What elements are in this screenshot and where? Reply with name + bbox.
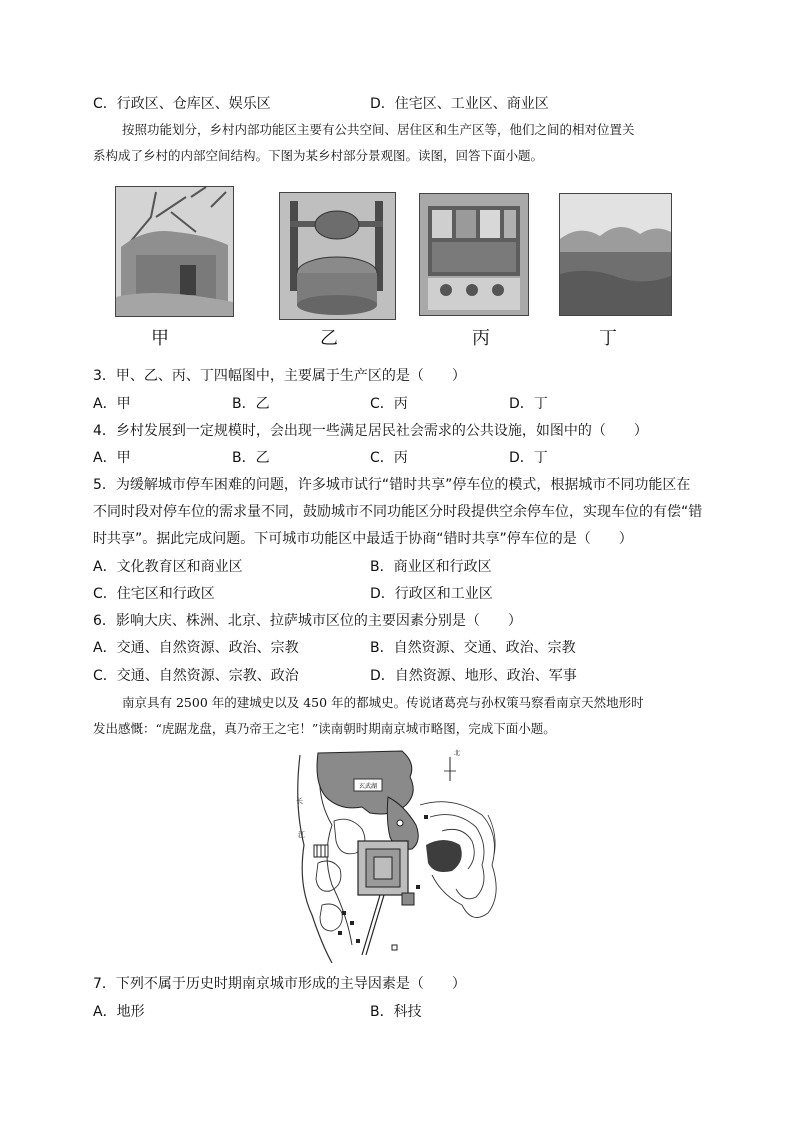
option-6d: D．自然资源、地形、政治、军事 [370,668,577,684]
option-2d: D．住宅区、工业区、商业区 [370,96,549,112]
photo-jia [115,186,234,317]
option-5c: C．住宅区和行政区 [93,586,215,602]
river-label-1: 长 [296,797,303,805]
option-5d: D．行政区和工业区 [370,586,493,602]
passage2-line1: 南京具有 2500 年的建城史以及 450 年的都城史。传说诸葛亮与孙权策马察看南京天然地形时 [122,695,644,710]
photo-caption-jia: 甲 [151,328,169,349]
passage2-line2: 发出感慨：“虎踞龙盘，真乃帝王之宅！”读南朝时期南京城市略图，完成下面小题。 [93,721,556,736]
question-6-stem: 6．影响大庆、株洲、北京、拉萨城市区位的主要因素分别是（ ） [93,613,522,629]
option-3b: B．乙 [232,396,270,412]
photo-yi [279,192,396,320]
option-6b: B．自然资源、交通、政治、宗教 [370,640,576,656]
photo-caption-bing: 丙 [472,328,490,349]
option-2c: C．行政区、仓库区、娱乐区 [93,96,271,112]
question-3-stem: 3．甲、乙、丙、丁四幅图中，主要属于生产区的是（ ） [93,368,466,384]
option-4a: A．甲 [93,450,131,466]
option-5b: B．商业区和行政区 [370,559,492,575]
nanjing-map [292,745,504,963]
lake-label: 玄武湖 [358,783,378,790]
option-3a: A．甲 [93,396,131,412]
north-label: 北 [454,750,461,757]
option-3d: D．丁 [509,396,548,412]
option-7a: A．地形 [93,1004,145,1020]
question-5-line3: 时共享”。据此完成问题。下可城市功能区中最适于协商“错时共享”停车位的是（ ） [93,531,633,547]
river-label-2: 江 [298,831,305,839]
photo-bing [419,193,529,316]
option-3c: C．丙 [370,396,408,412]
option-6a: A．交通、自然资源、政治、宗教 [93,640,299,656]
question-5-line1: 5．为缓解城市停车困难的问题，许多城市试行“错时共享”停车位的模式，根据城市不同功能区在 [93,477,691,493]
passage1-line2: 系构成了乡村的内部空间结构。下图为某乡村部分景观图。读图，回答下面小题。 [93,148,544,163]
passage1-line1: 按照功能划分，乡村内部功能区主要有公共空间、居住区和生产区等，他们之间的相对位置关 [122,122,635,137]
option-7b: B．科技 [370,1004,422,1020]
option-5a: A．文化教育区和商业区 [93,559,243,575]
photo-caption-ding: 丁 [599,328,617,349]
option-6c: C．交通、自然资源、宗教、政治 [93,668,299,684]
question-5-line2: 不同时段对停车位的需求量不同，鼓励城市不同功能区分时段提供空余停车位，实现车位的有偿“错 [93,504,703,520]
question-7-stem: 7．下列不属于历史时期南京城市形成的主导因素是（ ） [93,976,466,992]
option-4d: D．丁 [509,450,548,466]
photo-caption-yi: 乙 [320,328,338,349]
question-4-stem: 4．乡村发展到一定规模时，会出现一些满足居民社会需求的公共设施，如图中的（ ） [93,423,648,439]
photo-ding [559,193,672,316]
option-4b: B．乙 [232,450,270,466]
option-4c: C．丙 [370,450,408,466]
